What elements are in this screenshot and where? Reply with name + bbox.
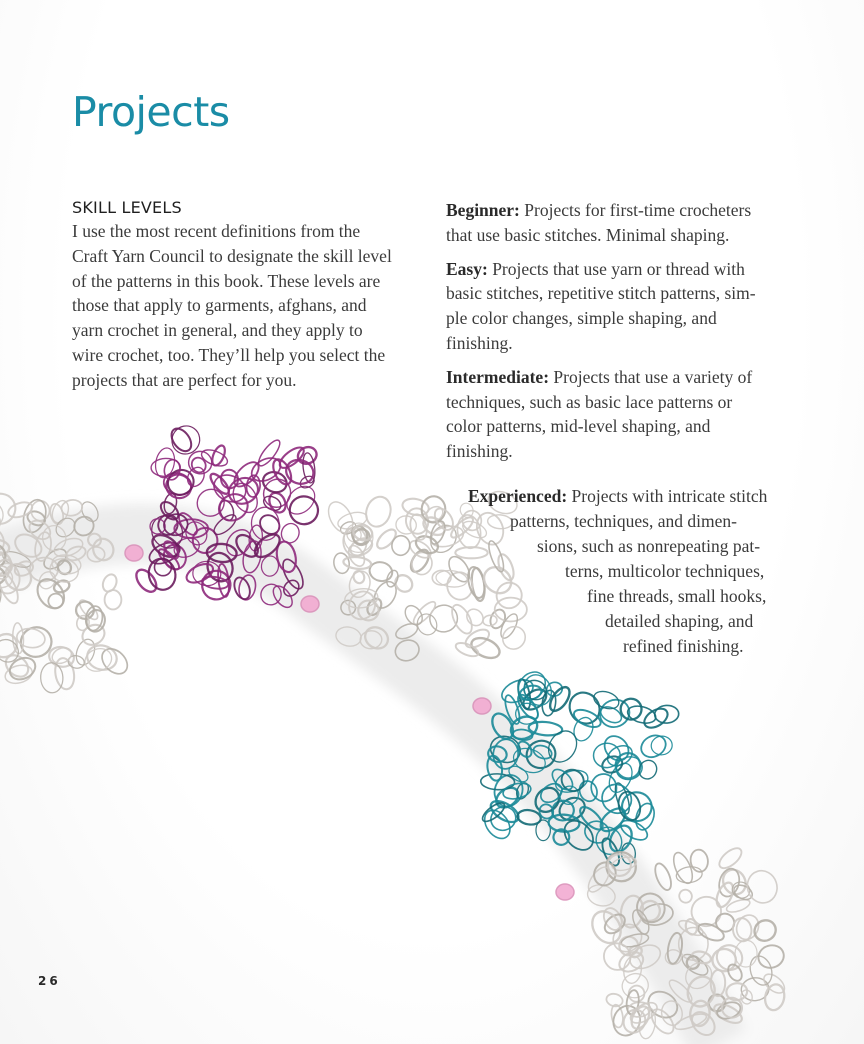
level-text: sions, such as nonrepeating pat- bbox=[537, 536, 761, 556]
pink-bead bbox=[125, 545, 143, 561]
level-text: Projects that use a variety of bbox=[549, 366, 753, 387]
intro-line: wire crochet, too. They’ll help you select the bbox=[72, 344, 386, 365]
page-number: 26 bbox=[38, 974, 61, 988]
intro-line: projects that are perfect for you. bbox=[72, 369, 297, 390]
intro-line: I use the most recent definitions from the bbox=[72, 221, 361, 241]
level-text: color patterns, mid-level shaping, and bbox=[446, 416, 711, 437]
level-text: finishing. bbox=[446, 441, 513, 462]
level-text: finishing. bbox=[446, 332, 513, 353]
intro-line: Craft Yarn Council to designate the skill level bbox=[72, 245, 392, 266]
level-text: patterns, techniques, and dimen- bbox=[510, 511, 737, 531]
skill-levels-intro bbox=[72, 198, 427, 393]
level-line bbox=[468, 484, 767, 509]
level-label: Intermediate: bbox=[446, 366, 550, 387]
intro-line: yarn crochet in general, and they apply to bbox=[72, 320, 363, 341]
level-text: terns, multicolor techniques, bbox=[565, 561, 765, 581]
intro-paragraph bbox=[72, 219, 427, 393]
level-beginner bbox=[446, 198, 796, 248]
level-text: refined finishing. bbox=[623, 636, 744, 656]
level-text: Projects for first-time crocheters bbox=[519, 200, 752, 220]
level-text: that use basic stitches. Minimal shaping. bbox=[446, 224, 730, 245]
level-label: Easy: bbox=[446, 258, 488, 279]
level-text: techniques, such as basic lace patterns or bbox=[446, 391, 733, 412]
pink-bead bbox=[556, 884, 574, 900]
pink-bead bbox=[301, 596, 319, 612]
level-text: detailed shaping, and bbox=[605, 611, 754, 631]
intro-line: those that apply to garments, afghans, and bbox=[72, 295, 367, 316]
level-text: Projects that use yarn or thread with bbox=[487, 258, 745, 279]
section-heading: SKILL LEVELS bbox=[72, 198, 182, 217]
level-text: Projects with intricate stitch bbox=[567, 486, 768, 506]
level-text: ple color changes, simple shaping, and bbox=[446, 308, 717, 329]
level-text: basic stitches, repetitive stitch patterns, sim- bbox=[446, 283, 756, 304]
level-label: Experienced: bbox=[468, 486, 568, 506]
skill-level-definitions bbox=[446, 198, 796, 473]
purple-motif bbox=[130, 416, 329, 617]
level-easy bbox=[446, 257, 796, 356]
page-title: Projects bbox=[72, 88, 230, 136]
level-text: fine threads, small hooks, bbox=[587, 586, 767, 606]
intro-line: of the patterns in this book. These levels are bbox=[72, 270, 381, 291]
pink-bead bbox=[473, 698, 491, 714]
level-label: Beginner: bbox=[446, 200, 520, 220]
level-intermediate bbox=[446, 365, 796, 464]
